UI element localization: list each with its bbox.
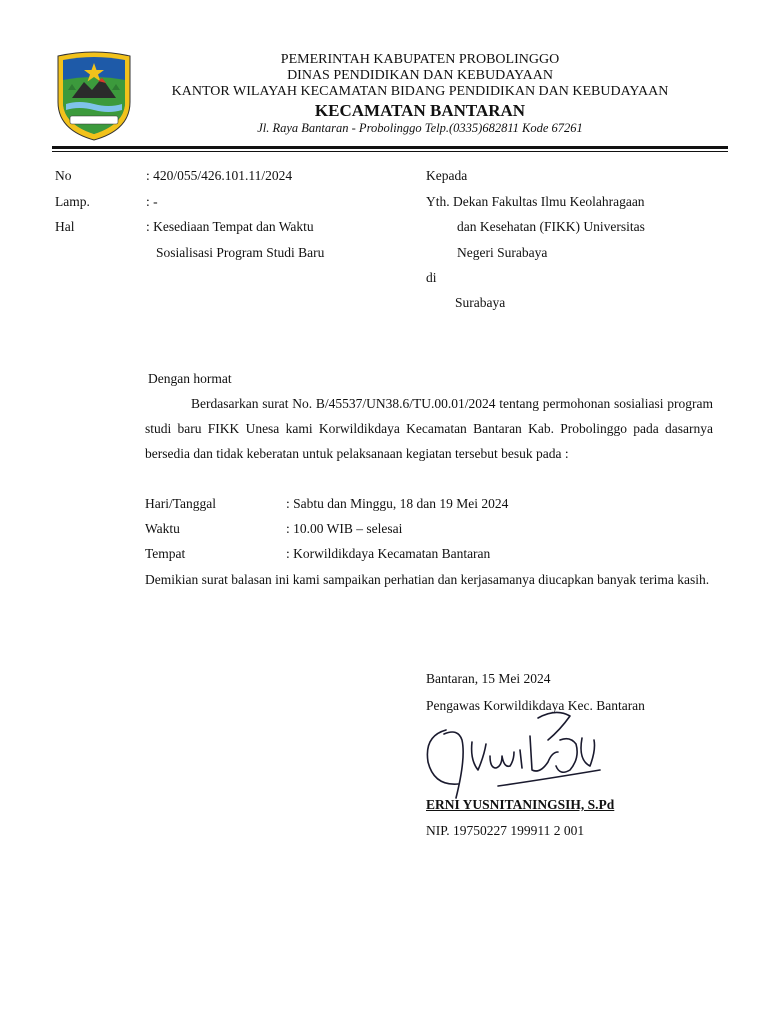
signatory-nip: NIP. 19750227 199911 2 001 — [426, 823, 585, 838]
meta-no-label: No — [55, 168, 72, 183]
letterhead-divider-thick — [52, 146, 728, 149]
letterhead-government: PEMERINTAH KABUPATEN PROBOLINGGO — [280, 52, 560, 67]
signatory-name: ERNI YUSNITANINGSIH, S.Pd — [426, 797, 615, 812]
meta-hal-value: : Kesediaan Tempat dan Waktu — [146, 219, 314, 234]
letterhead-divider-thin — [52, 151, 728, 152]
meta-hal-label: Hal — [55, 219, 75, 234]
recipient-line1: Yth. Dekan Fakultas Ilmu Keolahragaan — [426, 194, 645, 209]
recipient-city: Surabaya — [455, 295, 506, 310]
signature-place-date: Bantaran, 15 Mei 2024 — [426, 671, 551, 686]
recipient-kepada: Kepada — [426, 168, 468, 183]
detail-place-value: : Korwildikdaya Kecamatan Bantaran — [286, 546, 491, 561]
meta-no-value: : 420/055/426.101.11/2024 — [146, 168, 293, 183]
meta-hal-value-cont: Sosialisasi Program Studi Baru — [156, 245, 325, 260]
body-paragraph: Berdasarkan surat No. B/45537/UN38.6/TU.00.01/2024 tentang permohonan sosialiasi program studi baru FIKK Unesa kami Korwildikdaya Kecamatan Bantaran Kab. Probolinggo pada dasarnya bersedia dan tidak keberatan untuk pelaksanaan kegiatan tersebut besuk pada : — [145, 396, 713, 461]
detail-date-label: Hari/Tanggal — [145, 496, 217, 511]
recipient-di: di — [426, 270, 437, 285]
letterhead-district: KECAMATAN BANTARAN — [314, 101, 526, 120]
closing-paragraph: Demikian surat balasan ini kami sampaikan perhatian dan kerjasamanya diucapkan banyak terima kasih. — [145, 572, 710, 587]
signature-position: Pengawas Korwildikdaya Kec. Bantaran — [426, 698, 645, 713]
recipient-line3: Negeri Surabaya — [457, 245, 548, 260]
greeting: Dengan hormat — [148, 371, 232, 386]
letterhead-unit: KANTOR WILAYAH KECAMATAN BIDANG PENDIDIKAN DAN KEBUDAYAAN — [171, 84, 669, 99]
handwritten-signature — [410, 700, 610, 810]
meta-lamp-label: Lamp. — [55, 194, 90, 209]
detail-time-value: : 10.00 WIB – selesai — [286, 521, 403, 536]
letterhead-office: DINAS PENDIDIKAN DAN KEBUDAYAAN — [287, 68, 553, 83]
signature-scribble-icon — [410, 700, 610, 810]
detail-time-label: Waktu — [145, 521, 180, 536]
detail-place-label: Tempat — [145, 546, 186, 561]
recipient-line2: dan Kesehatan (FIKK) Universitas — [457, 219, 645, 234]
detail-date-value: : Sabtu dan Minggu, 18 dan 19 Mei 2024 — [286, 496, 509, 511]
letterhead-address: Jl. Raya Bantaran - Probolinggo Telp.(0335)682811 Kode 67261 — [257, 121, 583, 135]
meta-lamp-value: : - — [146, 194, 158, 209]
